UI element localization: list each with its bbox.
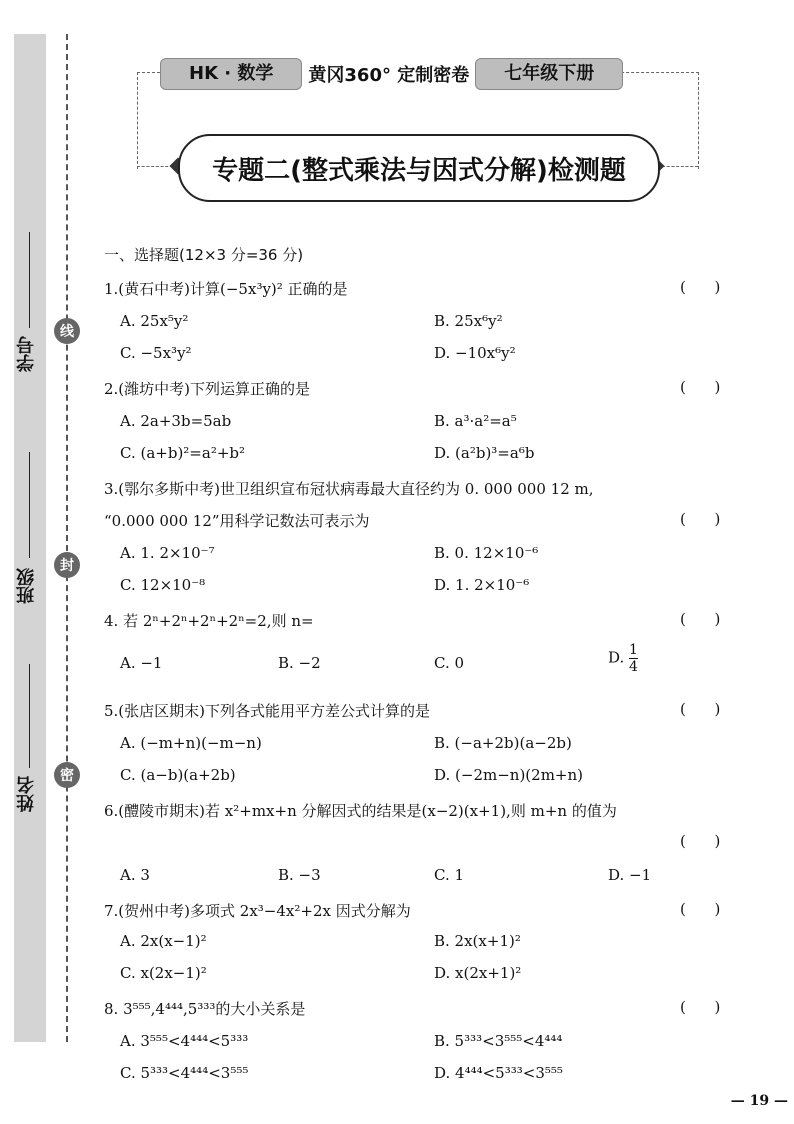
question-5-option-d[interactable]: D. (−2m−n)(2m+n) [434, 766, 583, 784]
question-7-option-a[interactable]: A. 2x(x−1)² [120, 932, 207, 950]
question-8-option-c[interactable]: C. 5³³³<4⁴⁴⁴<3⁵⁵⁵ [120, 1064, 249, 1082]
class-label: 班级 [16, 568, 37, 604]
question-7-answer-blank[interactable]: ( ) [680, 900, 721, 918]
question-4-option-c[interactable]: C. 0 [434, 654, 465, 672]
question-7-stem: 7.(贺州中考)多项式 2x³−4x²+2x 因式分解为 [104, 902, 411, 920]
question-6-stem: 6.(醴陵市期末)若 x²+mx+n 分解因式的结果是(x−2)(x+1),则 m+n 的值为 [104, 802, 617, 820]
question-1-option-d[interactable]: D. −10x⁶y² [434, 344, 516, 362]
binding-cut-line [66, 34, 68, 1042]
question-1-answer-blank[interactable]: ( ) [680, 278, 721, 296]
question-8-option-a[interactable]: A. 3⁵⁵⁵<4⁴⁴⁴<5³³³ [120, 1032, 249, 1050]
question-3-option-c[interactable]: C. 12×10⁻⁸ [120, 576, 206, 594]
question-3-option-d[interactable]: D. 1. 2×10⁻⁶ [434, 576, 530, 594]
question-2-option-a[interactable]: A. 2a+3b=5ab [120, 412, 232, 430]
question-8-stem: 8. 3⁵⁵⁵,4⁴⁴⁴,5³³³的大小关系是 [104, 1000, 306, 1018]
title-connector-left [137, 166, 173, 167]
question-5-option-a[interactable]: A. (−m+n)(−m−n) [120, 734, 262, 752]
question-6-option-c[interactable]: C. 1 [434, 866, 465, 884]
grade-pill: 七年级下册 [475, 58, 623, 90]
question-3-stem-line2: “0.000 000 12”用科学记数法可表示为 [104, 512, 370, 530]
question-2-stem: 2.(潍坊中考)下列运算正确的是 [104, 380, 311, 398]
question-4-stem: 4. 若 2ⁿ+2ⁿ+2ⁿ+2ⁿ=2,则 n= [104, 612, 314, 630]
question-1-option-c[interactable]: C. −5x³y² [120, 344, 192, 362]
binding-strip [14, 34, 46, 1042]
question-4-answer-blank[interactable]: ( ) [680, 610, 721, 628]
student-number-blank[interactable] [29, 232, 30, 328]
fraction-one-quarter [629, 642, 638, 675]
question-2-answer-blank[interactable]: ( ) [680, 378, 721, 396]
question-4-option-a[interactable]: A. −1 [120, 654, 163, 672]
question-7-option-c[interactable]: C. x(2x−1)² [120, 964, 207, 982]
question-2-option-b[interactable]: B. a³·a²=a⁵ [434, 412, 517, 430]
question-4-option-d-label: D. [608, 648, 625, 667]
question-1-stem: 1.(黄石中考)计算(−5x³y)² 正确的是 [104, 280, 348, 298]
section-heading: 一、选择题(12×3 分=36 分) [104, 246, 304, 264]
page-title: 专题二(整式乘法与因式分解)检测题 [178, 134, 660, 202]
question-7-option-b[interactable]: B. 2x(x+1)² [434, 932, 521, 950]
student-number-label: 学号 [16, 336, 37, 372]
question-5-answer-blank[interactable]: ( ) [680, 700, 721, 718]
name-blank[interactable] [29, 664, 30, 768]
question-5-option-c[interactable]: C. (a−b)(a+2b) [120, 766, 236, 784]
question-1-option-a[interactable]: A. 25x⁵y² [120, 312, 189, 330]
seal-xian: 线 [54, 318, 80, 344]
question-7-option-d[interactable]: D. x(2x+1)² [434, 964, 522, 982]
question-3-option-a[interactable]: A. 1. 2×10⁻⁷ [120, 544, 215, 562]
question-3-answer-blank[interactable]: ( ) [680, 510, 721, 528]
question-3-stem: 3.(鄂尔多斯中考)世卫组织宣布冠状病毒最大直径约为 0. 000 000 12 m, [104, 480, 594, 498]
name-label: 姓名 [16, 776, 37, 812]
subject-pill: HK · 数学 [160, 58, 302, 90]
page-number: — 19 — [730, 1093, 788, 1109]
seal-feng: 封 [54, 552, 80, 578]
question-5-stem: 5.(张店区期末)下列各式能用平方差公式计算的是 [104, 702, 431, 720]
class-blank[interactable] [29, 452, 30, 558]
series-name: 黄冈360° 定制密卷 [302, 61, 475, 87]
question-8-option-b[interactable]: B. 5³³³<3⁵⁵⁵<4⁴⁴⁴ [434, 1032, 563, 1050]
question-8-answer-blank[interactable]: ( ) [680, 998, 721, 1016]
question-8-option-d[interactable]: D. 4⁴⁴⁴<5³³³<3⁵⁵⁵ [434, 1064, 563, 1082]
question-6-option-d[interactable]: D. −1 [608, 866, 652, 884]
seal-mi: 密 [54, 762, 80, 788]
question-6-answer-blank[interactable]: ( ) [680, 832, 721, 850]
fraction-numerator: 1 [629, 642, 638, 658]
question-4-option-d[interactable] [608, 642, 638, 675]
question-1-option-b[interactable]: B. 25x⁶y² [434, 312, 503, 330]
fraction-denominator: 4 [629, 659, 638, 675]
question-5-option-b[interactable]: B. (−a+2b)(a−2b) [434, 734, 572, 752]
question-2-option-c[interactable]: C. (a+b)²=a²+b² [120, 444, 246, 462]
question-6-option-a[interactable]: A. 3 [120, 866, 150, 884]
question-2-option-d[interactable]: D. (a²b)³=a⁶b [434, 444, 535, 462]
question-6-option-b[interactable]: B. −3 [278, 866, 321, 884]
title-connector-right [662, 166, 698, 167]
header-bar [160, 58, 623, 90]
question-4-option-b[interactable]: B. −2 [278, 654, 321, 672]
question-3-option-b[interactable]: B. 0. 12×10⁻⁶ [434, 544, 539, 562]
